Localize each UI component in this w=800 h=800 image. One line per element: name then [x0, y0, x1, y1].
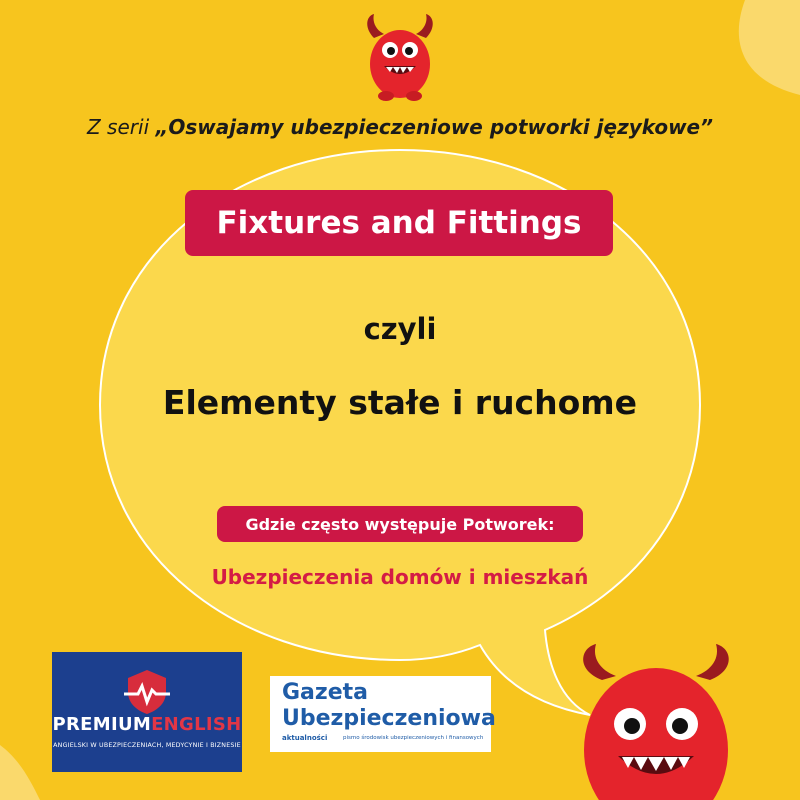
gazeta-sub1: aktualności	[282, 734, 328, 742]
premium-english-tagline: ANGIELSKI W UBEZPIECZENIACH, MEDYCYNIE I BIZNESIE	[53, 742, 241, 749]
series-heading	[0, 115, 800, 139]
connector-text: czyli	[363, 312, 437, 346]
premium-english-logo	[52, 652, 242, 772]
where-label: Gdzie często występuje Potworek:	[245, 514, 555, 534]
where-value: Ubezpieczenia domów i mieszkań	[211, 565, 589, 589]
corner-swoosh-bottom-left	[0, 745, 40, 800]
where-label-banner	[217, 506, 583, 542]
shield-heartbeat-icon	[122, 666, 172, 716]
translation-text: Elementy stałe i ruchome	[162, 383, 638, 422]
gazeta-line1: Gazeta	[282, 680, 368, 705]
monster-big-icon	[566, 640, 746, 800]
gazeta-line2: Ubezpieczeniowa	[282, 706, 496, 731]
premium-english-name: PREMIUMENGLISH	[52, 714, 242, 735]
term-text: Fixtures and Fittings	[216, 205, 582, 241]
monster-top-icon	[360, 8, 440, 104]
corner-swoosh-top-right	[739, 0, 800, 95]
gazeta-sub2: pismo środowisk ubezpieczeniowych i finansowych	[343, 735, 484, 741]
gazeta-ubezpieczeniowa-logo	[270, 676, 496, 752]
series-prefix: Z serii	[87, 115, 156, 139]
series-title: „Oswajamy ubezpieczeniowe potworki językowe”	[155, 115, 713, 139]
term-banner	[185, 190, 613, 256]
